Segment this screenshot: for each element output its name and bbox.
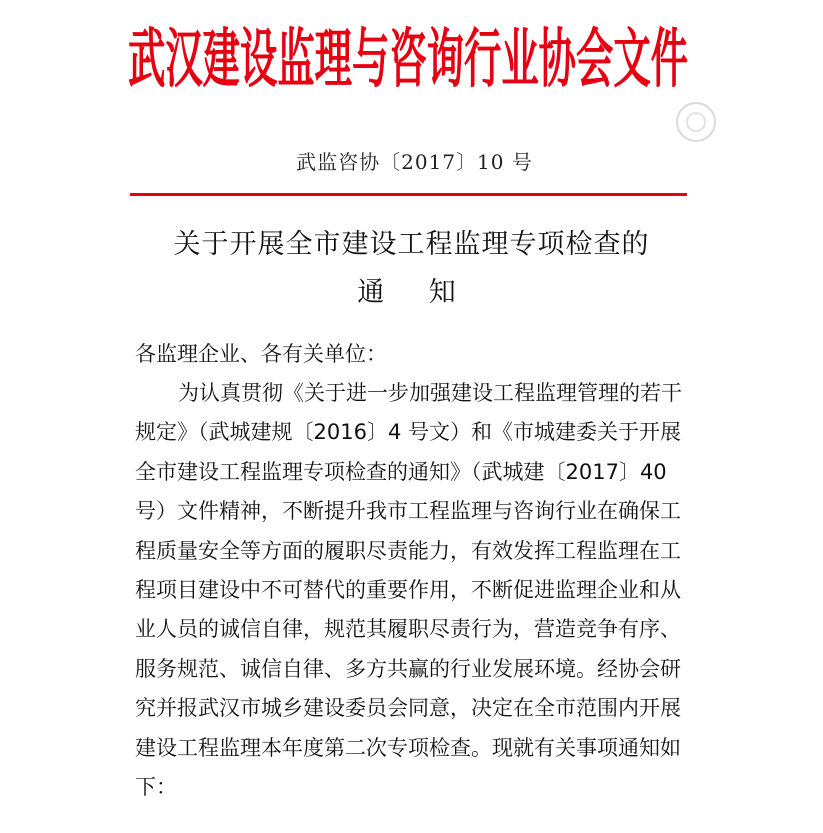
notice-title: [0, 221, 823, 317]
body-line: 号）文件精神，不断提升我市工程监理与咨询行业在确保工: [135, 499, 681, 524]
body-line: 下：: [135, 774, 177, 799]
body-line: 建设工程监理本年度第二次专项检查。现就有关事项通知如: [135, 735, 681, 760]
document-number: 武监咨协〔2017〕10 号: [296, 150, 533, 174]
salutation: 各监理企业、各有关单位：: [135, 342, 387, 366]
body-paragraph: [135, 374, 695, 807]
body-line: 程质量安全等方面的履职尽责能力，有效发挥工程监理在工: [135, 538, 681, 563]
body-line: 究并报武汉市城乡建设委员会同意，决定在全市范围内开展: [135, 696, 681, 721]
body-line: 服务规范、诚信自律、多方共赢的行业发展环境。经协会研: [135, 656, 681, 681]
body-line: 全市建设工程监理专项检查的通知》（武城建〔2017〕40: [135, 459, 667, 484]
body-line: 业人员的诚信自律，规范其履职尽责行为，营造竞争有序、: [135, 617, 681, 642]
notice-title-line2: 通 知: [357, 277, 474, 308]
body-line: 为认真贯彻《关于进一步加强建设工程监理管理的若干: [178, 381, 682, 405]
red-divider-rule: [130, 193, 687, 196]
masthead-title: 武汉建设监理与咨询行业协会文件: [128, 22, 688, 97]
notice-title-line1: 关于开展全市建设工程监理专项检查的: [173, 229, 650, 260]
body-line: 程项目建设中不可替代的重要作用，不断促进监理企业和从: [135, 577, 681, 602]
seal-watermark-icon: [676, 102, 716, 142]
body-line: 规定》（武城建规〔2016〕4 号文）和《市城建委关于开展: [135, 420, 681, 445]
